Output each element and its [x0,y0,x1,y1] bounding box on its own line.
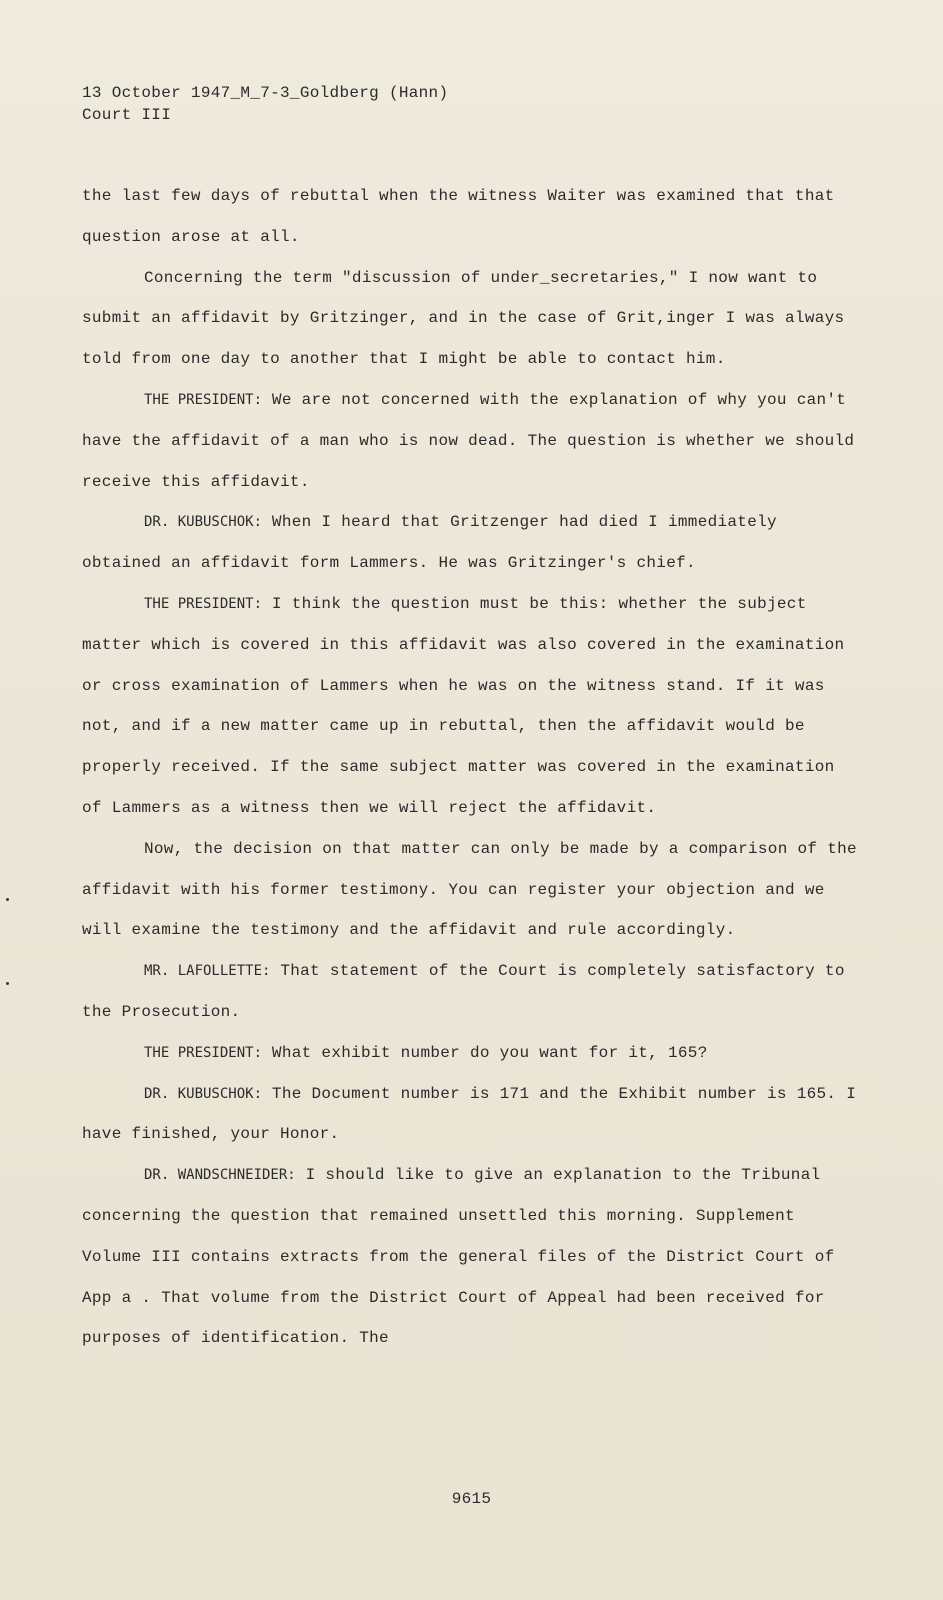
margin-speck [6,982,9,985]
paragraph-text: I think the question must be this: whether the subject matter which is covered in this affidavit was also covered in the examination or cross examination of Lammers when he was on the witness stand. If it was not, and if a new matter came up in rebuttal, then the affidavit would be properly received. If the same subject matter was covered in the examination of Lammers as a witness then we will reject the affidavit. [82,594,845,817]
speaker-paragraph [82,1033,862,1074]
speaker-label: THE PRESIDENT: [144,391,263,408]
speaker-paragraph [82,584,862,829]
paragraph-text: We are not concerned with the explanation of why you can't have the affidavit of a man who is now dead. The question is whether we should receive this affidavit. [82,390,855,491]
paragraph-text: That statement of the Court is completely satisfactory to the Prosecution. [82,962,845,1021]
page-header [82,82,448,126]
paragraph-continuation [82,176,862,258]
header-date-line: 13 October 1947_M_7-3_Goldberg (Hann) [82,84,449,102]
speaker-label: DR. KUBUSCHOK: [144,1085,263,1102]
speaker-paragraph [82,1155,862,1359]
header-court-line: Court III [82,106,172,124]
speaker-label: DR. WANDSCHNEIDER: [144,1167,296,1184]
paragraph-text: I should like to give an explanation to the Tribunal concerning the question that remained unsettled this morning. Supplement Volume III contains extracts from the general files of the District Court of App a . That volume from the District Court of Appeal had been received for purposes of identification. The [82,1166,835,1348]
speaker-paragraph [82,380,862,502]
margin-speck [6,898,9,901]
paragraph [82,258,862,380]
paragraph [82,829,862,951]
paragraph-text: The Document number is 171 and the Exhibit number is 165. I have finished, your Honor. [82,1084,857,1144]
paragraph-text: What exhibit number do you want for it, 165? [271,1043,708,1062]
page-number: 9615 [451,1490,492,1508]
speaker-paragraph [82,951,862,1033]
paragraph-text: the last few days of rebuttal when the witness Waiter was examined that that question arose at all. [82,187,835,246]
paragraph-text: Concerning the term "discussion of under_secretaries," I now want to submit an affidavit by Gritzinger, and in the case of Grit,inger I was always told from one day to another that I might be able to contact him. [82,268,845,369]
paragraph-text: When I heard that Gritzenger had died I immediately obtained an affidavit form Lammers. He was Gritzinger's chief. [82,513,777,573]
speaker-label: MR. LAFOLLETTE: [144,963,271,980]
speaker-paragraph [82,1074,862,1156]
speaker-label: THE PRESIDENT: [144,1044,263,1061]
paragraph-text: Now, the decision on that matter can only be made by a comparison of the affidavit with his former testimony. You can register your objection and we will examine the testimony and the affidavit and rule accordingly. [82,839,857,940]
transcript-body [82,176,862,1359]
speaker-label: THE PRESIDENT: [144,595,263,612]
speaker-paragraph [82,502,862,584]
speaker-label: DR. KUBUSCHOK: [144,514,263,531]
